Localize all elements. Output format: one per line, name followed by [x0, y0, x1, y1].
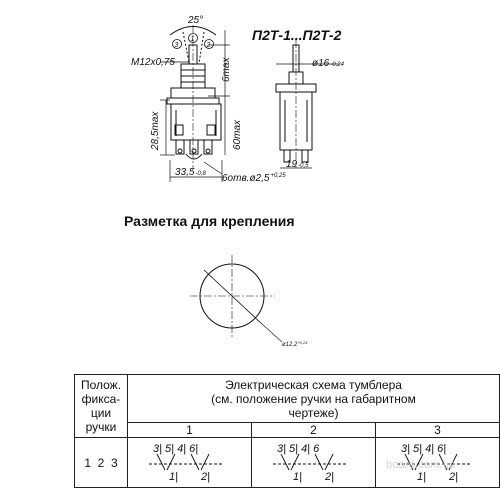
mounting-hole-diagram — [190, 255, 282, 342]
mounting-title: Разметка для крепления — [124, 213, 295, 229]
position-mark-2: 2 — [206, 42, 211, 49]
watermark: board.com.ua — [386, 459, 456, 471]
svg-text:2|: 2| — [324, 471, 334, 483]
svg-text:3| 5| 4| 6|: 3| 5| 4| 6| — [400, 443, 446, 455]
schematic-diagram-2 — [269, 438, 359, 484]
position-mark-1: 1 — [190, 36, 195, 43]
schematic-diagram-1 — [145, 438, 235, 484]
svg-text:1|: 1| — [416, 471, 426, 483]
svg-text:2|: 2| — [448, 471, 458, 483]
thread-label: M12x0,75 — [131, 57, 175, 68]
svg-text:1|: 1| — [168, 471, 178, 483]
svg-text:3| 5| 4| 6: 3| 5| 4| 6 — [276, 443, 319, 455]
position-mark-3: 3 — [174, 42, 179, 49]
angle-label: 25° — [188, 15, 204, 26]
svg-text:2|: 2| — [200, 471, 210, 483]
body-width-label: 33,5-0,8 — [175, 167, 206, 178]
switch-side-view — [276, 40, 340, 168]
schematic-position-2 — [252, 438, 376, 488]
switch-front-view — [160, 25, 230, 182]
svg-text:3| 5| 4| 6|: 3| 5| 4| 6| — [152, 443, 198, 455]
diameter-label: ø16-0,24 — [312, 58, 344, 69]
body-height-label: 28,5max — [150, 111, 161, 150]
electrical-schematic-header: Электрическая схема тумблера (см. положение ручки на габаритном чертеже) — [128, 375, 500, 423]
total-height-label: 60max — [232, 119, 243, 150]
fixation-position-header: Полож. фикса- ции ручки — [75, 375, 128, 438]
lever-height-label: 6max — [221, 57, 232, 82]
position-number-1: 1 — [128, 423, 252, 438]
positions-row-label: 1 2 3 — [75, 438, 128, 488]
position-number-2: 2 — [252, 423, 376, 438]
holes-label: $6отв.ø2,5^{+0,25}$ — [222, 173, 286, 184]
side-width-label: 19-0,5 — [286, 159, 309, 170]
model-title: П2Т-1...П2Т-2 — [252, 27, 342, 43]
schematic-position-1 — [128, 438, 252, 488]
mounting-hole-label: $ø12,2^{+0,24}$ — [282, 340, 308, 348]
svg-text:1|: 1| — [292, 471, 302, 483]
position-number-3: 3 — [376, 423, 500, 438]
